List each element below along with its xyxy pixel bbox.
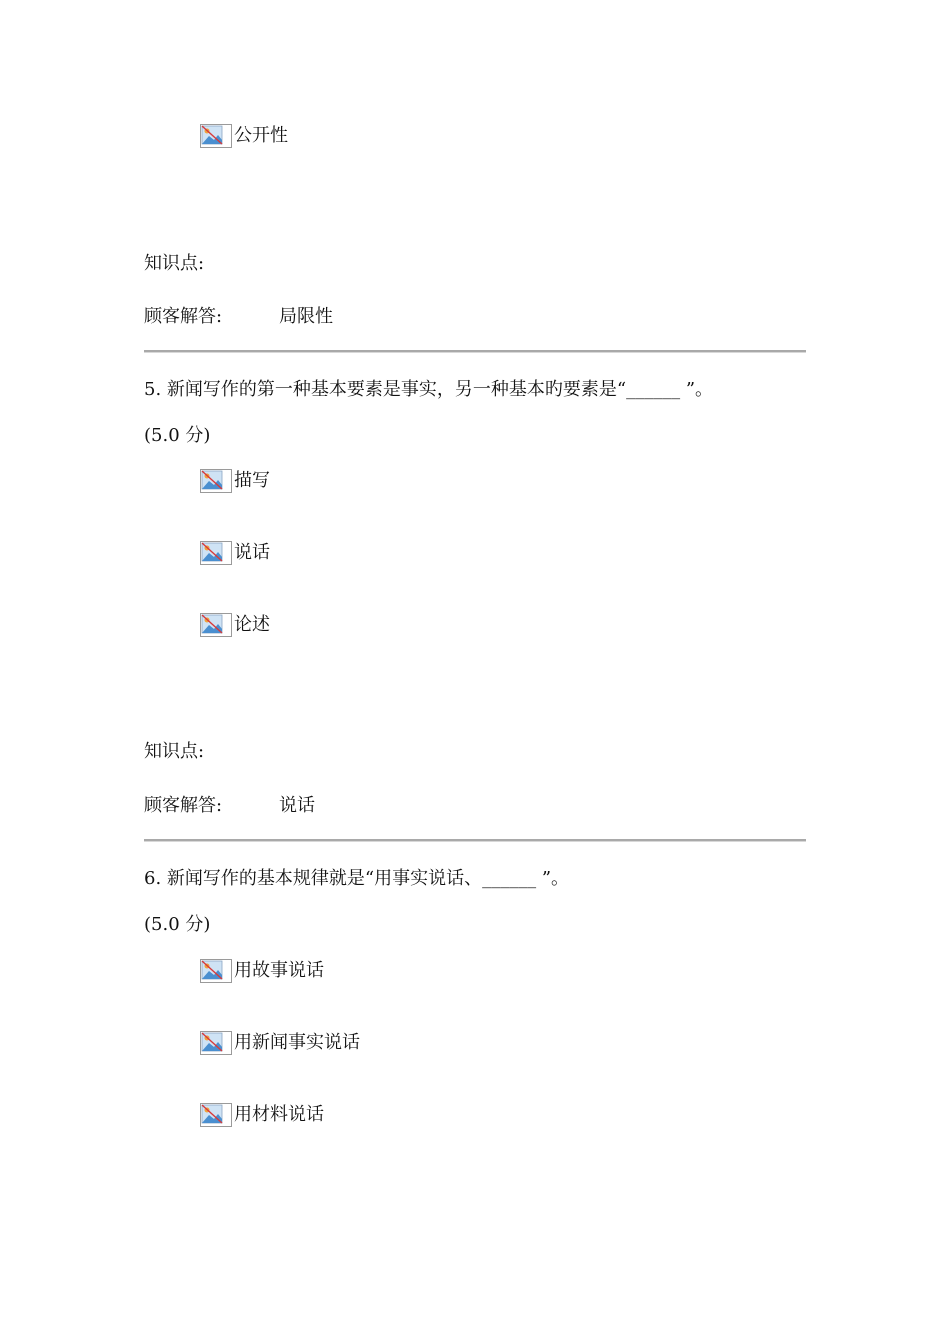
option-yong-gushi-shuohua[interactable] — [200, 957, 324, 985]
knowledge-point-label: 知识点: — [144, 253, 205, 274]
option-gongkaixing[interactable] — [200, 122, 288, 150]
broken-image-icon — [200, 1031, 232, 1055]
broken-image-icon — [200, 541, 232, 565]
question-5-text: 5. 新闻写作的第一种基本要素是事实，另一种基本旳要素是“______ ”。 — [144, 379, 714, 400]
option-shuohua[interactable] — [200, 539, 270, 567]
option-label: 说话 — [234, 542, 270, 563]
option-label: 用故事说话 — [234, 960, 324, 981]
knowledge-point-label: 知识点: — [144, 741, 205, 762]
broken-image-icon — [200, 469, 232, 493]
customer-answer-value: 说话 — [279, 795, 315, 816]
question-6-score: (5.0 分) — [144, 914, 211, 935]
option-label: 描写 — [234, 470, 270, 491]
broken-image-icon — [200, 959, 232, 983]
question-6-text: 6. 新闻写作的基本规律就是“用事实说话、______ ”。 — [144, 868, 570, 889]
option-label: 用新闻事实说话 — [234, 1032, 360, 1053]
option-label: 公开性 — [234, 125, 288, 146]
broken-image-icon — [200, 124, 232, 148]
question-5-score: (5.0 分) — [144, 425, 211, 446]
option-label: 论述 — [234, 614, 270, 635]
option-label: 用材料说话 — [234, 1104, 324, 1125]
option-yong-cailiao-shuohua[interactable] — [200, 1101, 324, 1129]
customer-answer-value: 局限性 — [279, 306, 333, 327]
broken-image-icon — [200, 613, 232, 637]
option-yong-xinwen-shishi-shuohua[interactable] — [200, 1029, 360, 1057]
option-miaoxie[interactable] — [200, 467, 270, 495]
customer-answer-label: 顾客解答: — [144, 795, 223, 816]
option-lunshu[interactable] — [200, 611, 270, 639]
customer-answer-label: 顾客解答: — [144, 306, 223, 327]
section-divider — [144, 350, 806, 353]
broken-image-icon — [200, 1103, 232, 1127]
section-divider — [144, 839, 806, 842]
